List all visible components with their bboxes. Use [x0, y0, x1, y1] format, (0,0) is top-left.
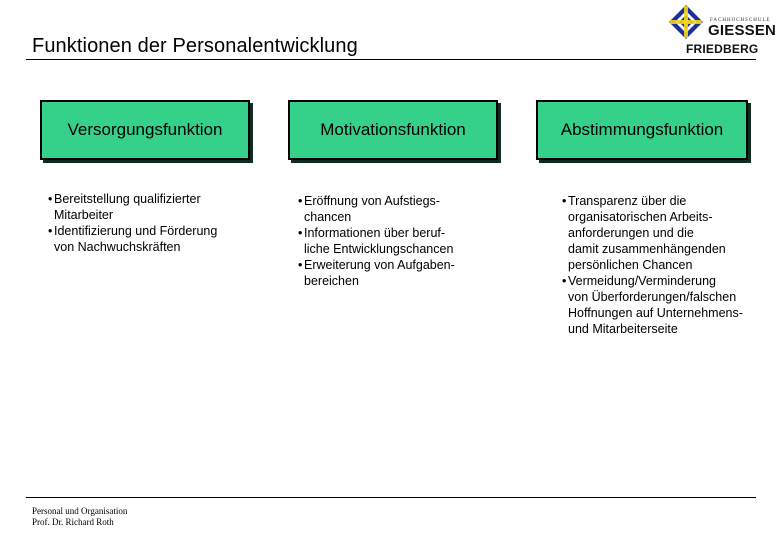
list-item: • Informationen über beruf- liche Entwicklungschancen: [298, 225, 498, 257]
list-item: • Transparenz über die organisatorischen Arbeits- anforderungen und die damit zusammenhängenden persönlichen Chancen: [562, 193, 777, 273]
heading-label: Motivationsfunktion: [320, 120, 466, 139]
footer-divider: [26, 497, 756, 498]
footer: [32, 506, 127, 528]
list-item: • Identifizierung und Förderung von Nachwuchskräften: [48, 223, 263, 255]
list-item: • Vermeidung/Verminderung von Überforderungen/falschen Hoffnungen auf Unternehmens- und Mitarbeiterseite: [562, 273, 777, 337]
heading-label: Abstimmungsfunktion: [560, 120, 724, 139]
bullet-list-abstimmung: [562, 193, 777, 337]
header-divider: [26, 59, 756, 60]
bullet-list-motivation: [298, 193, 498, 289]
bullet-list-versorgung: [48, 191, 263, 255]
heading-box-abstimmung: [536, 100, 748, 160]
list-item: • Eröffnung von Aufstiegs- chancen: [298, 193, 498, 225]
list-item: • Erweiterung von Aufgaben- bereichen: [298, 257, 498, 289]
university-logo: [668, 4, 777, 56]
heading-box-versorgung: [40, 100, 250, 160]
logo-small-text: FACHHOCHSCHULE: [710, 18, 771, 23]
page-title: Funktionen der Personalentwicklung: [32, 35, 358, 57]
heading-box-motivation: [288, 100, 498, 160]
logo-diamond-icon: [668, 4, 704, 40]
footer-author: Prof. Dr. Richard Roth: [32, 517, 114, 527]
list-item: • Bereitstellung qualifizierter Mitarbeiter: [48, 191, 263, 223]
logo-city-giessen: GIESSEN: [708, 22, 777, 39]
footer-course: Personal und Organisation: [32, 506, 128, 516]
logo-city-friedberg: FRIEDBERG: [686, 42, 759, 56]
heading-label: Versorgungsfunktion: [67, 120, 223, 139]
